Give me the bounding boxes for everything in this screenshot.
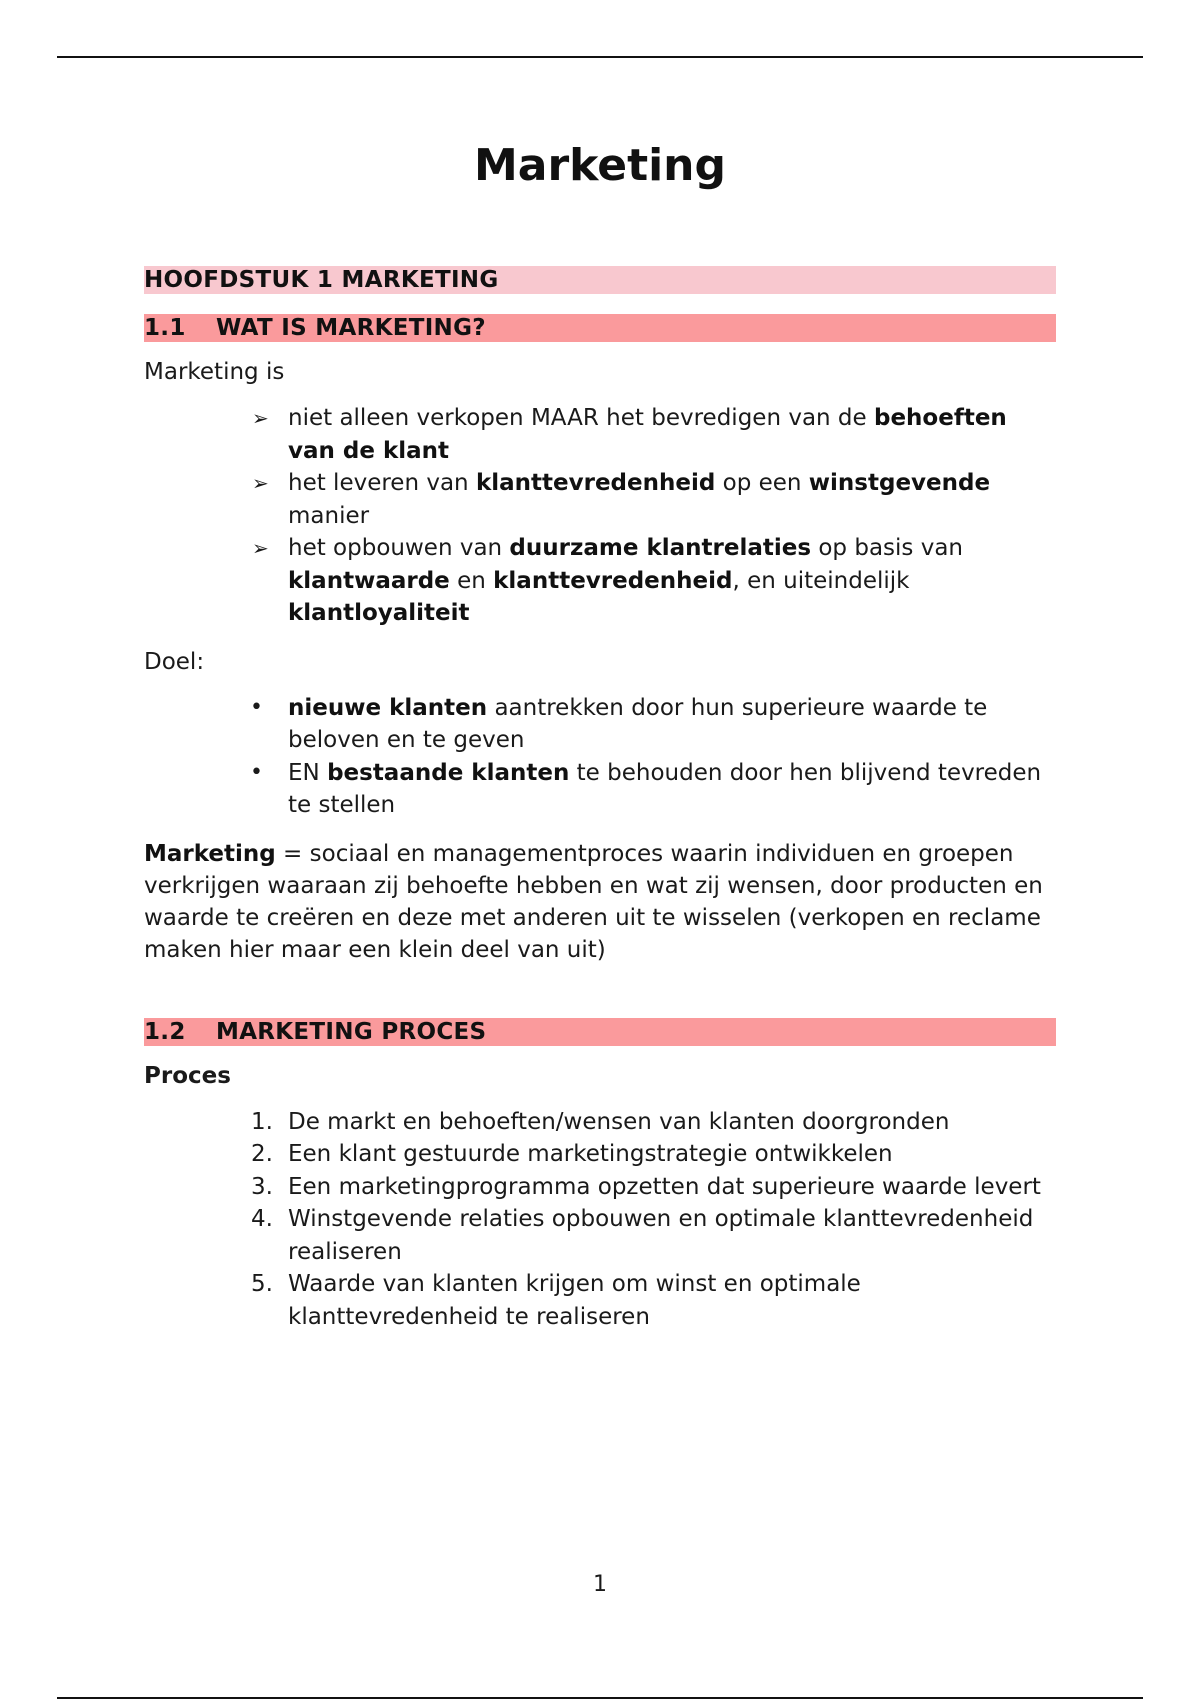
text-run: het leveren van <box>288 470 476 496</box>
bottom-rule <box>57 1697 1143 1699</box>
section-number: 1.2 <box>144 1018 186 1045</box>
list-item-text <box>288 470 990 529</box>
definition-paragraph <box>144 838 1056 966</box>
step-number: 4. <box>251 1206 273 1232</box>
goal-list <box>144 692 1056 822</box>
step-number: 2. <box>251 1141 273 1167</box>
intro-text: Marketing is <box>144 359 285 385</box>
list-item <box>144 1138 1056 1171</box>
bold-text-run: duurzame klantrelaties <box>509 535 812 561</box>
document-title: Marketing <box>473 140 727 191</box>
section-title: WAT IS MARKETING? <box>216 315 486 341</box>
arrow-list <box>144 402 1056 630</box>
text-run: het opbouwen van <box>288 535 510 561</box>
list-item <box>144 1171 1056 1204</box>
arrowhead-bullet-icon: ➢ <box>252 536 269 560</box>
list-item <box>144 757 1056 822</box>
text-run: EN <box>288 759 328 786</box>
text-run: te behouden door hen blijvend tevreden te stellen <box>288 759 1042 818</box>
text-run: niet alleen verkopen MAAR het bevredigen van de <box>288 405 874 431</box>
text-run: manier <box>288 502 370 529</box>
bold-text-run: winstgevende <box>808 470 991 496</box>
list-item <box>144 532 1056 630</box>
definition-term: Marketing <box>144 840 276 867</box>
section-heading-1-2 <box>144 1018 1056 1046</box>
step-number: 1. <box>251 1108 273 1135</box>
list-item <box>144 1203 1056 1268</box>
list-item <box>144 467 1056 532</box>
round-bullet-icon: • <box>250 759 263 785</box>
bold-text-run: klantwaarde <box>288 567 450 594</box>
step-number: 5. <box>251 1271 273 1297</box>
page-number: 1 <box>593 1572 607 1597</box>
bold-text-run: klanttevredenheid <box>475 470 716 496</box>
text-run: , en uiteindelijk <box>732 567 910 594</box>
subheading-proces: Proces <box>144 1062 231 1089</box>
bold-text-run: bestaande klanten <box>327 759 570 786</box>
text-run: op basis van <box>811 535 963 561</box>
list-item <box>144 692 1056 757</box>
page-content <box>144 266 1056 1333</box>
arrowhead-bullet-icon: ➢ <box>252 406 269 430</box>
text-run: en <box>449 567 494 594</box>
bold-text-run: klanttevredenheid <box>493 567 733 594</box>
step-text: Winstgevende relaties opbouwen en optimale klanttevredenheid realiseren <box>288 1206 1034 1265</box>
process-steps-list <box>144 1106 1056 1334</box>
goal-label: Doel: <box>144 648 205 675</box>
section-heading-1-1 <box>144 314 1056 342</box>
list-item-text <box>288 760 1041 819</box>
list-item <box>144 1106 1056 1139</box>
list-item <box>144 402 1056 467</box>
top-rule <box>57 56 1143 58</box>
step-text: Een klant gestuurde marketingstrategie ontwikkelen <box>288 1141 893 1167</box>
bold-text-run: behoeften van de klant <box>288 405 1007 464</box>
bold-text-run: klantloyaliteit <box>288 600 470 626</box>
list-item-text <box>288 695 987 754</box>
section-number: 1.1 <box>144 315 186 341</box>
step-text: Waarde van klanten krijgen om winst en optimale klanttevredenheid te realiseren <box>288 1271 861 1330</box>
step-text: Een marketingprogramma opzetten dat superieure waarde levert <box>288 1173 1041 1200</box>
arrowhead-bullet-icon: ➢ <box>252 471 269 495</box>
list-item <box>144 1268 1056 1333</box>
step-number: 3. <box>251 1173 273 1200</box>
round-bullet-icon: • <box>250 694 263 720</box>
bold-text-run: nieuwe klanten <box>288 694 488 721</box>
list-item-text <box>288 535 963 626</box>
list-item-text <box>288 405 1007 464</box>
section-title: MARKETING PROCES <box>216 1018 487 1045</box>
text-run: aantrekken door hun superieure waarde te beloven en te geven <box>288 694 988 753</box>
chapter-heading: HOOFDSTUK 1 MARKETING <box>144 266 1056 294</box>
step-text: De markt en behoeften/wensen van klanten doorgronden <box>288 1108 950 1135</box>
definition-text: = sociaal en managementproces waarin individuen en groepen verkrijgen waaraan zij behoefte hebben en wat zij wensen, door producten en waarde te creëren en deze met anderen uit te wisselen (verkopen en reclame maken hier maar een klein deel van uit) <box>144 840 1043 963</box>
text-run: op een <box>715 470 809 496</box>
